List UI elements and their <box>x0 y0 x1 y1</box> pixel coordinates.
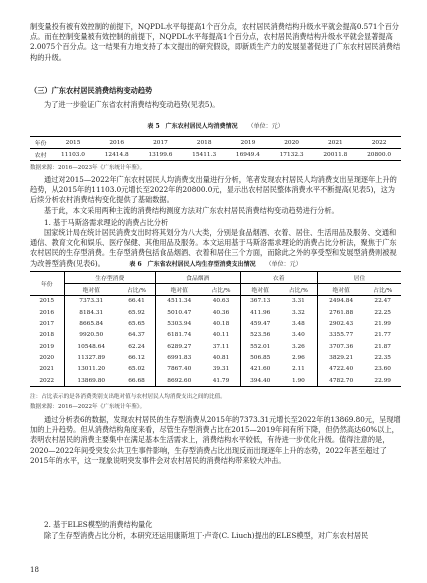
table-header-cell: 占比/% <box>280 284 318 296</box>
table-cell: 16949.4 <box>235 151 260 158</box>
table6 <box>30 271 401 387</box>
table-cell: 40.18 <box>203 318 241 329</box>
paragraph-mid: 通过对2015—2022年广东农村居民人均消费支出量进行分析，笔者发现农村居民人均消费支出呈现逐年上升的趋势，从2015年的11103.0元增长至2022年的20800.0元，显示出农村居民整体消费水平不断提高(见表5)，这为后续分析农村消费结构变化提供了基础数据。 <box>30 175 397 205</box>
table-cell: 523.56 <box>250 332 271 339</box>
table-header-cell: 占比/% <box>118 284 156 296</box>
table-cell: 2022 <box>30 375 64 387</box>
paragraph-analysis: 通过分析表6的数据，发现农村居民的生存型消费从2015年的7373.31元增长至2022年的13869.80元，呈现增加的上升趋势。但从消费结构角度来看，尽管生存型消费占比在2015—2019年间有所下降，但仍然高达60%以上，表明农村居民的消费主要集中在满足基本生活需求上，消费结构水平较低，有待进一步优化升级。值得注意的是，2020—2022年间受突发公共卫生事件影响，生存型消费占比出现反而出现逐年上升的态势，2022年甚至超过了2015年的水平，这一现象说明突发事件会对农村居民的消费结构带来较大冲击。 <box>30 415 401 465</box>
table-cell: 552.01 <box>250 343 271 350</box>
table-header-cell: 绝对值 <box>64 284 118 296</box>
table-cell: 2494.84 <box>329 298 354 305</box>
table-row <box>30 375 401 387</box>
table-row <box>30 352 401 363</box>
table-header-cell: 绝对值 <box>240 284 280 296</box>
table-cell: 22.35 <box>374 354 391 361</box>
table-row <box>30 307 401 318</box>
table-cell: 21.77 <box>374 332 391 339</box>
table-cell: 2902.43 <box>329 321 354 328</box>
table-cell: 8692.60 <box>167 377 192 384</box>
table-cell: 2016 <box>95 137 139 149</box>
table-header-cell: 生存型消费 <box>64 272 156 284</box>
table-cell: 13011.20 <box>77 366 106 373</box>
table-row <box>30 318 401 329</box>
table-cell: 11103.0 <box>61 151 85 158</box>
table-cell: 6181.74 <box>167 332 192 339</box>
table-cell: 4782.70 <box>329 377 354 384</box>
table-cell: 65.02 <box>118 364 156 375</box>
table-cell: 40.63 <box>203 295 241 307</box>
table-cell: 62.24 <box>118 341 156 352</box>
table-cell: 20011.8 <box>323 151 348 158</box>
table-cell: 66.41 <box>118 295 156 307</box>
section-intro: 为了进一步验证广东省农村消费结构变动趋势(见表5)。 <box>44 100 220 109</box>
table-cell: 2016 <box>30 307 64 318</box>
paragraph-eles: 除了生存型消费占比分析，本研究还运用康斯坦丁·卢奇(C. Liuch)提出的ELES模型，对广东农村居民 <box>44 531 369 540</box>
table6-note: 注：占比表示的是各消费类别支出绝对值与农村居民人均消费支出之间的比值。 <box>30 394 226 400</box>
table-cell: 2020 <box>270 137 314 149</box>
table6-source: 数据来源：2016—2022年《广东统计年鉴》。 <box>30 404 146 410</box>
table-cell: 6991.83 <box>167 354 192 361</box>
table-cell: 15411.3 <box>192 151 217 158</box>
paragraph-top: 制变量投有被有效控制的前提下，NQPDL水平每提高1个百分点，农村居民消费结构升级水平就会提高0.571个百分点。而在控制变量被有效控制的前提下，NQPDL水平每提高1个百分点，农村居民消费结构升级水平就会显著提高2.0075个百分点。这一结果有力地支持了本文提出的研究假设，即新质生产力的发展显著促进了广东农村居民消费结构的升级。 <box>30 22 401 62</box>
table-cell: 2022 <box>357 137 401 149</box>
table6-title: 表 6 广东省农村居民人均生存型消费支出情况 <box>129 261 256 268</box>
table-cell: 2019 <box>30 341 64 352</box>
table-cell: 3.40 <box>280 330 318 341</box>
table-cell: 65.92 <box>118 307 156 318</box>
table-cell: 8184.31 <box>79 309 104 316</box>
table-cell: 12414.8 <box>104 151 129 158</box>
table-cell: 4722.40 <box>329 366 354 373</box>
table-cell: 年份 <box>30 137 51 149</box>
table-cell: 21.87 <box>374 343 391 350</box>
table-cell: 3.32 <box>280 307 318 318</box>
paragraph-method: 基于此，本文采用两种主流的消费结构测度方法对广东农村居民消费结构变动趋势进行分析。 <box>44 206 339 215</box>
table-cell: 2018 <box>30 330 64 341</box>
table-cell: 6289.27 <box>167 343 192 350</box>
table-cell: 20800.0 <box>367 151 392 158</box>
table-cell: 2.96 <box>280 352 318 363</box>
table-cell: 3.26 <box>280 341 318 352</box>
table5-unit: （单位：元） <box>247 123 284 130</box>
table-cell: 506.85 <box>250 354 271 361</box>
table6-body <box>30 295 401 386</box>
table-cell: 10548.64 <box>77 343 106 350</box>
table-cell: 39.31 <box>203 364 241 375</box>
table-cell: 2017 <box>139 137 183 149</box>
table-cell: 3.31 <box>280 295 318 307</box>
table-cell: 64.37 <box>118 330 156 341</box>
table-header-cell: 绝对值 <box>156 284 203 296</box>
table-cell: 2018 <box>182 137 226 149</box>
table-header-cell: 绝对值 <box>317 284 364 296</box>
table6-unit: （单位：元） <box>265 261 302 268</box>
table-cell: 13199.6 <box>148 151 173 158</box>
table-cell: 13869.80 <box>77 377 106 384</box>
paragraph-maslow: 国家统计局在统计居民消费支出时将其划分为八大类，分别是食品烟酒、衣着、居住、生活用品及服务、交通和通信、教育文化和娱乐、医疗保健、其他用品及服务。本文运用基于马斯洛需求理论的消费占比分析法，聚焦于广东农村居民的生存型消费。生存型消费包括食品烟酒、衣着和居住三个方面，而除此之外的享受型和发展型消费则被视为改善型消费(见表6)。 <box>30 228 397 268</box>
table5-caption <box>30 121 401 130</box>
table-cell: 411.96 <box>250 309 271 316</box>
table-cell: 2020 <box>30 352 64 363</box>
table-row <box>30 364 401 375</box>
table-header-cell: 食品烟酒 <box>156 272 240 284</box>
table-header-cell: 占比/% <box>203 284 241 296</box>
table-cell: 23.60 <box>374 366 391 373</box>
table-cell: 2015 <box>30 295 64 307</box>
table-cell: 1.90 <box>280 375 318 387</box>
table5 <box>30 136 401 161</box>
table6-caption <box>30 259 401 268</box>
subheading-1: 1. 基于马斯洛需求理论的消费占比分析 <box>44 218 169 227</box>
table-cell: 2021 <box>313 137 357 149</box>
table-cell: 农村 <box>34 153 47 159</box>
table-cell: 2.11 <box>280 364 318 375</box>
table-cell: 11327.89 <box>77 354 106 361</box>
table-cell: 7867.40 <box>167 366 192 373</box>
table-cell: 2019 <box>226 137 270 149</box>
section-heading: （三）广东农村居民消费结构变动趋势 <box>30 86 153 95</box>
table-header-cell: 衣着 <box>240 272 317 284</box>
table-cell: 22.99 <box>374 377 391 384</box>
page-number: 18 <box>30 566 39 574</box>
table-cell: 5303.94 <box>167 321 192 328</box>
table5-source: 数据来源：2016—2023年《广东统计年鉴》。 <box>30 165 146 171</box>
table5-data-row <box>30 149 401 161</box>
table-cell: 3355.77 <box>329 332 354 339</box>
table-cell: 40.11 <box>203 330 241 341</box>
table-cell: 3829.21 <box>329 354 354 361</box>
table-cell: 66.68 <box>118 375 156 387</box>
table-row <box>30 295 401 307</box>
table-cell: 65.65 <box>118 318 156 329</box>
table-cell: 5010.47 <box>167 309 192 316</box>
table-header-cell: 占比/% <box>364 284 401 296</box>
table-cell: 459.47 <box>250 321 271 328</box>
table6-group-row <box>30 272 401 284</box>
table-cell: 21.99 <box>374 321 391 328</box>
table-cell: 3.48 <box>280 318 318 329</box>
table-cell: 2015 <box>51 137 95 149</box>
table-cell: 66.12 <box>118 352 156 363</box>
table-cell: 37.11 <box>203 341 241 352</box>
table-cell: 2017 <box>30 318 64 329</box>
table-cell: 2761.88 <box>329 309 354 316</box>
table-cell: 41.79 <box>203 375 241 387</box>
table5-title: 表 5 广东农村居民人均消费情况 <box>147 123 238 130</box>
table-cell: 3707.36 <box>329 343 354 350</box>
table-cell: 394.40 <box>250 377 271 384</box>
table-header-cell: 年份 <box>30 272 64 296</box>
table-cell: 367.13 <box>250 298 271 305</box>
table-cell: 17132.3 <box>279 151 304 158</box>
table-cell: 8665.84 <box>79 321 104 328</box>
table-cell: 2021 <box>30 364 64 375</box>
table-cell: 40.81 <box>203 352 241 363</box>
table-cell: 4511.34 <box>167 298 192 305</box>
table-row <box>30 330 401 341</box>
table-row <box>30 341 401 352</box>
table-cell: 7373.31 <box>79 298 104 305</box>
table-cell: 421.60 <box>250 366 271 373</box>
table-cell: 22.47 <box>374 298 391 305</box>
table-cell: 40.36 <box>203 307 241 318</box>
table-cell: 9920.50 <box>79 332 104 339</box>
table-cell: 22.25 <box>374 309 391 316</box>
subheading-2: 2. 基于ELES模型的消费结构量化 <box>44 520 153 529</box>
table6-subheader-row <box>30 284 401 296</box>
table-header-cell: 居住 <box>317 272 401 284</box>
table5-header-row <box>30 137 401 149</box>
